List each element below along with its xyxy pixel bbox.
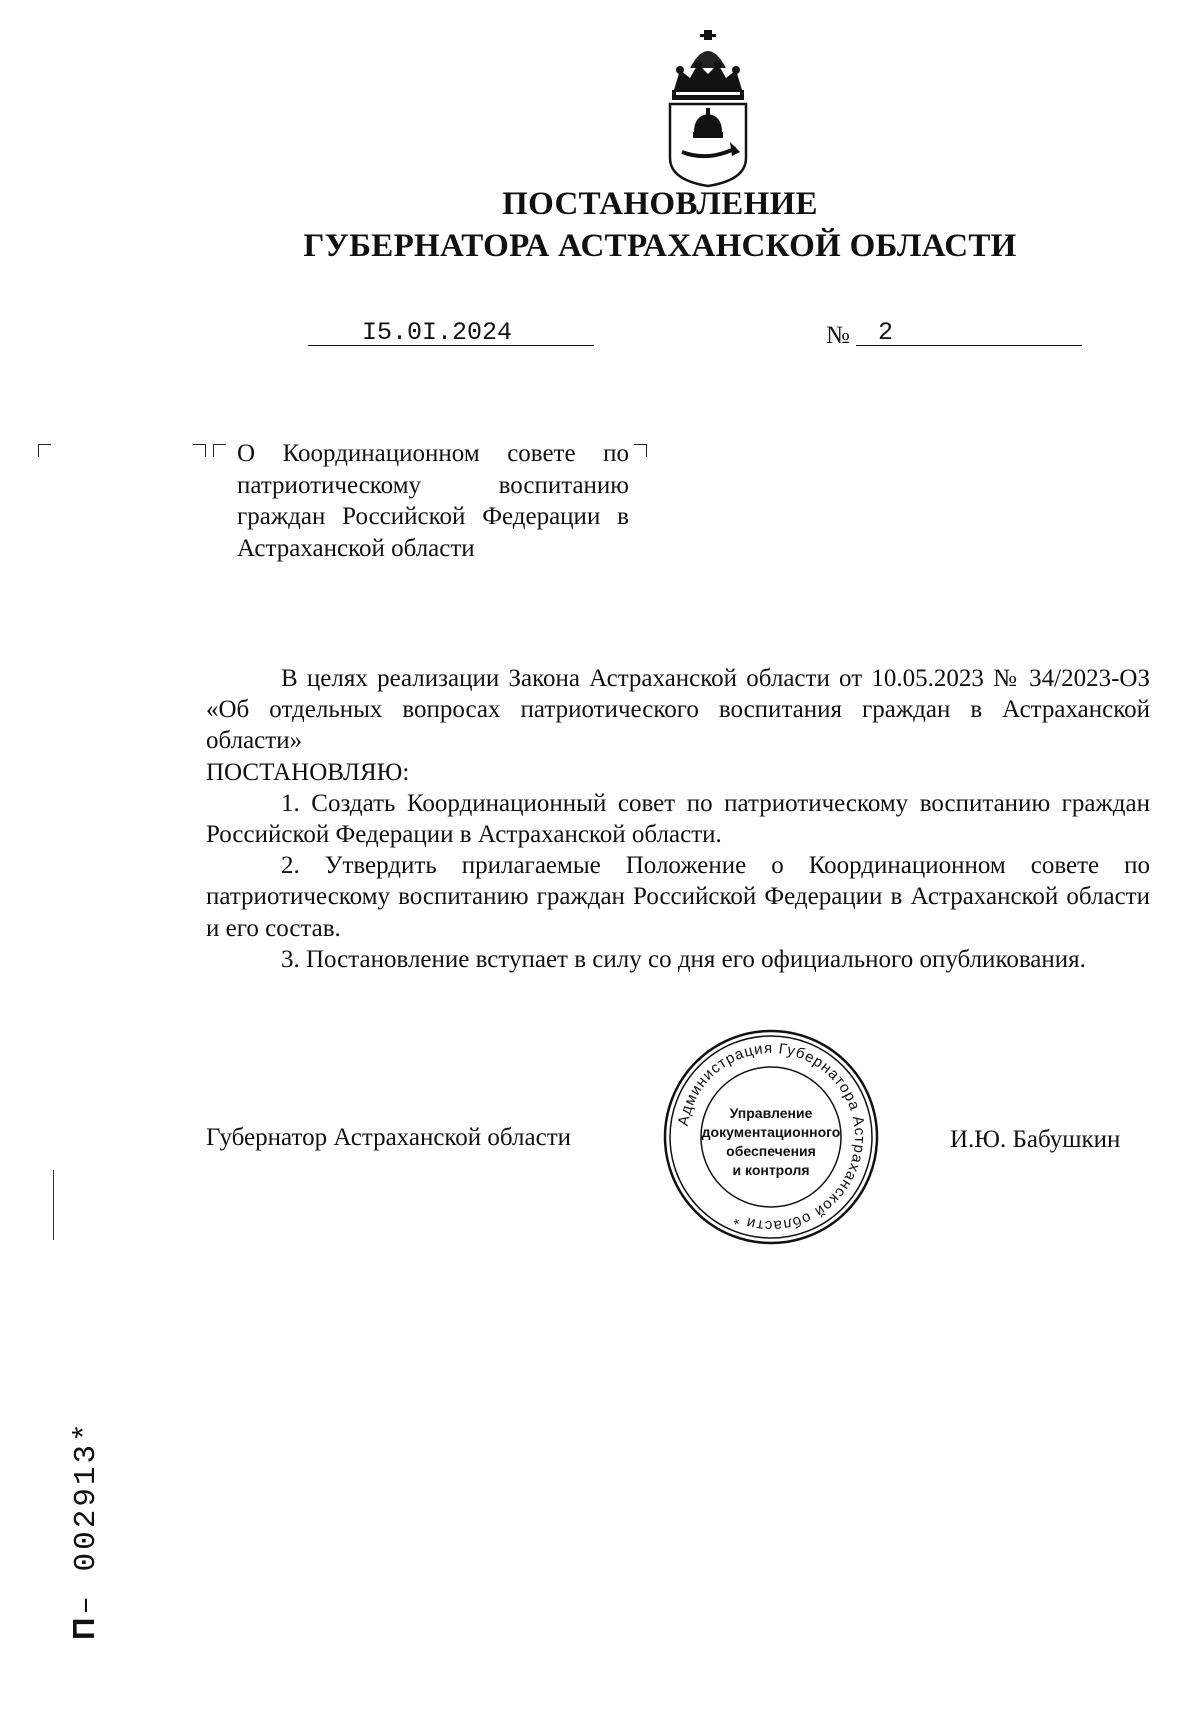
- corner-bracket-mark: [634, 444, 647, 457]
- document-subject: О Координационном совете по патриотическому воспитанию граждан Российской Федерации в Астраханской области: [237, 440, 629, 562]
- document-date: I5.0I.2024: [362, 318, 513, 347]
- number-underline: [856, 345, 1082, 346]
- coat-of-arms-emblem: [660, 28, 756, 188]
- signatory-name: И.Ю. Бабушкин: [950, 1126, 1121, 1153]
- decree-word: ПОСТАНОВЛЯЮ:: [206, 758, 410, 786]
- svg-text:обеспечения: обеспечения: [726, 1143, 816, 1159]
- svg-text:и контроля: и контроля: [732, 1162, 810, 1178]
- number-sign: №: [826, 322, 850, 349]
- preamble-paragraph: В целях реализации Закона Астраханской области от 10.05.2023 № 34/2023-ОЗ «Об отдельных вопросах патриотического воспитания граждан в Астраханской области»: [206, 665, 1150, 755]
- decree-item: 1. Создать Координационный совет по патриотическому воспитанию граждан Российской Федерации в Астраханской области.: [206, 789, 1150, 849]
- decree-item: 3. Постановление вступает в силу со дня его официального опубликования.: [281, 945, 1086, 973]
- corner-bracket-mark: [38, 444, 51, 457]
- issuer-title: ГУБЕРНАТОРА АСТРАХАНСКОЙ ОБЛАСТИ: [303, 228, 1017, 264]
- document-number: 2: [878, 318, 894, 347]
- document-serial-number: [66, 1420, 104, 1640]
- corner-bracket-mark: [213, 444, 226, 457]
- svg-text:документационного: документационного: [701, 1124, 841, 1140]
- signatory-title: Губернатор Астраханской области: [206, 1124, 572, 1151]
- decree-item: 2. Утвердить прилагаемые Положение о Координационном совете по патриотическому воспитанию граждан Российской Федерации в Астраханской области и его состав.: [206, 852, 1150, 942]
- official-stamp: [662, 1028, 880, 1246]
- document-type-title: ПОСТАНОВЛЕНИЕ: [502, 186, 818, 222]
- svg-text:Администрация Губернатора Астр: Администрация Губернатора Астраханской области *: [674, 1039, 869, 1235]
- corner-bracket-mark: [193, 444, 206, 457]
- serial-prefix: П: [66, 1614, 101, 1640]
- serial-code: – 002913: [69, 1441, 104, 1615]
- document-body: [206, 663, 1150, 975]
- margin-mark: [53, 1170, 54, 1240]
- date-underline: [308, 345, 594, 346]
- svg-text:Управление: Управление: [729, 1105, 813, 1121]
- serial-suffix: *: [69, 1420, 104, 1442]
